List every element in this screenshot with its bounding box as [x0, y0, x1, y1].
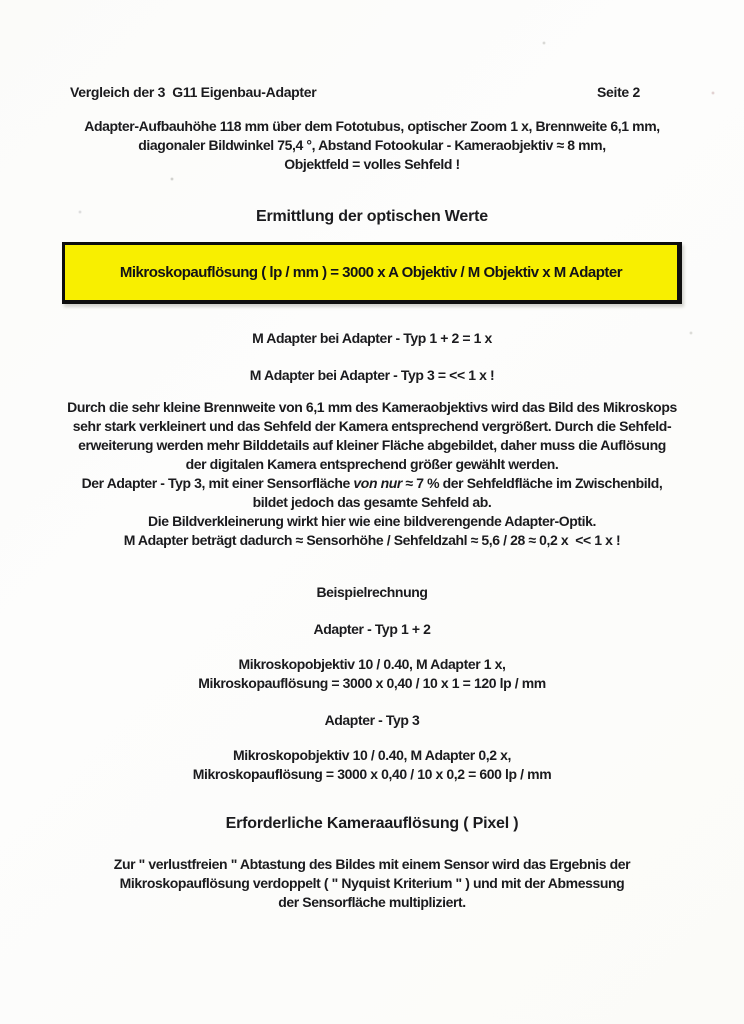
m-adapter-typ12-line: M Adapter bei Adapter - Typ 1 + 2 = 1 x: [252, 330, 492, 346]
explanation-line: sehr stark verkleinert und das Sehfeld der Kamera entsprechend vergrößert. Durch die Sehfeld-: [72, 418, 672, 434]
camera-paragraph-line: Mikroskopauflösung verdoppelt ( " Nyquist Kriterium " ) und mit der Abmessung: [119, 875, 625, 891]
adapter-typ12-calculation: [0, 655, 744, 693]
section-heading-optics: Ermittlung der optischen Werte: [256, 208, 488, 225]
explanation-line: der digitalen Kamera entsprechend größer gewählt werden.: [185, 456, 559, 472]
camera-paragraph-line: Zur " verlustfreien " Abtastung des Bildes mit einem Sensor wird das Ergebnis der: [113, 856, 631, 872]
page-number: Seite 2: [596, 84, 640, 100]
intro-line: diagonaler Bildwinkel 75,4 °, Abstand Fotookular - Kameraobjektiv ≈ 8 mm,: [138, 137, 606, 153]
adapter-typ12-heading: Adapter - Typ 1 + 2: [313, 621, 431, 637]
calculation-line: Mikroskopauflösung = 3000 x 0,40 / 10 x 1 = 120 lp / mm: [198, 675, 546, 691]
example-heading: Beispielrechnung: [316, 584, 428, 600]
explanation-typ3-line: [0, 474, 744, 493]
intro-line: Adapter-Aufbauhöhe 118 mm über dem Fototubus, optischer Zoom 1 x, Brennweite 6,1 mm,: [84, 118, 660, 134]
calculation-line: Mikroskopobjektiv 10 / 0.40, M Adapter 1 x,: [238, 656, 506, 672]
explanation-line: Die Bildverkleinerung wirkt hier wie eine bildverengende Adapter-Optik.: [148, 513, 596, 529]
calculation-line: Mikroskopobjektiv 10 / 0.40, M Adapter 0,2 x,: [233, 747, 511, 763]
intro-paragraph: [0, 117, 744, 174]
explanation-line: erweiterung werden mehr Bilddetails auf kleiner Fläche abgebildet, daher muss die Auflösung: [78, 437, 666, 453]
intro-line: Objektfeld = volles Sehfeld !: [284, 156, 460, 172]
explanation-line: bildet jedoch das gesamte Sehfeld ab.: [252, 494, 492, 510]
formula-highlight-box: [62, 242, 682, 304]
camera-resolution-paragraph: [0, 855, 744, 912]
typ3-line-italic: von nur: [353, 475, 402, 491]
adapter-typ3-heading: Adapter - Typ 3: [324, 712, 420, 728]
section-heading-camera-resolution: Erforderliche Kameraauflösung ( Pixel ): [225, 815, 519, 832]
calculation-line: Mikroskopauflösung = 3000 x 0,40 / 10 x 0,2 = 600 lp / mm: [192, 766, 552, 782]
typ3-line-prefix: Der Adapter - Typ 3, mit einer Sensorfläche: [81, 475, 354, 491]
adapter-typ3-calculation: [0, 746, 744, 784]
explanation-line: M Adapter beträgt dadurch ≈ Sensorhöhe / Sehfeldzahl ≈ 5,6 / 28 ≈ 0,2 x << 1 x !: [123, 532, 621, 548]
formula-text: Mikroskopauflösung ( lp / mm ) = 3000 x A Objektiv / M Objektiv x M Adapter: [119, 264, 623, 281]
document-title: Vergleich der 3 G11 Eigenbau-Adapter: [70, 84, 317, 100]
camera-paragraph-line: der Sensorfläche multipliziert.: [278, 894, 466, 910]
explanation-line: Durch die sehr kleine Brennweite von 6,1 mm des Kameraobjektivs wird das Bild des Mikroskops: [67, 399, 677, 415]
typ3-line-suffix: ≈ 7 % der Sehfeldfläche im Zwischenbild,: [401, 475, 663, 491]
explanation-paragraph: [0, 398, 744, 550]
m-adapter-typ3-line: M Adapter bei Adapter - Typ 3 = << 1 x !: [249, 367, 495, 383]
page-header: [0, 84, 744, 100]
